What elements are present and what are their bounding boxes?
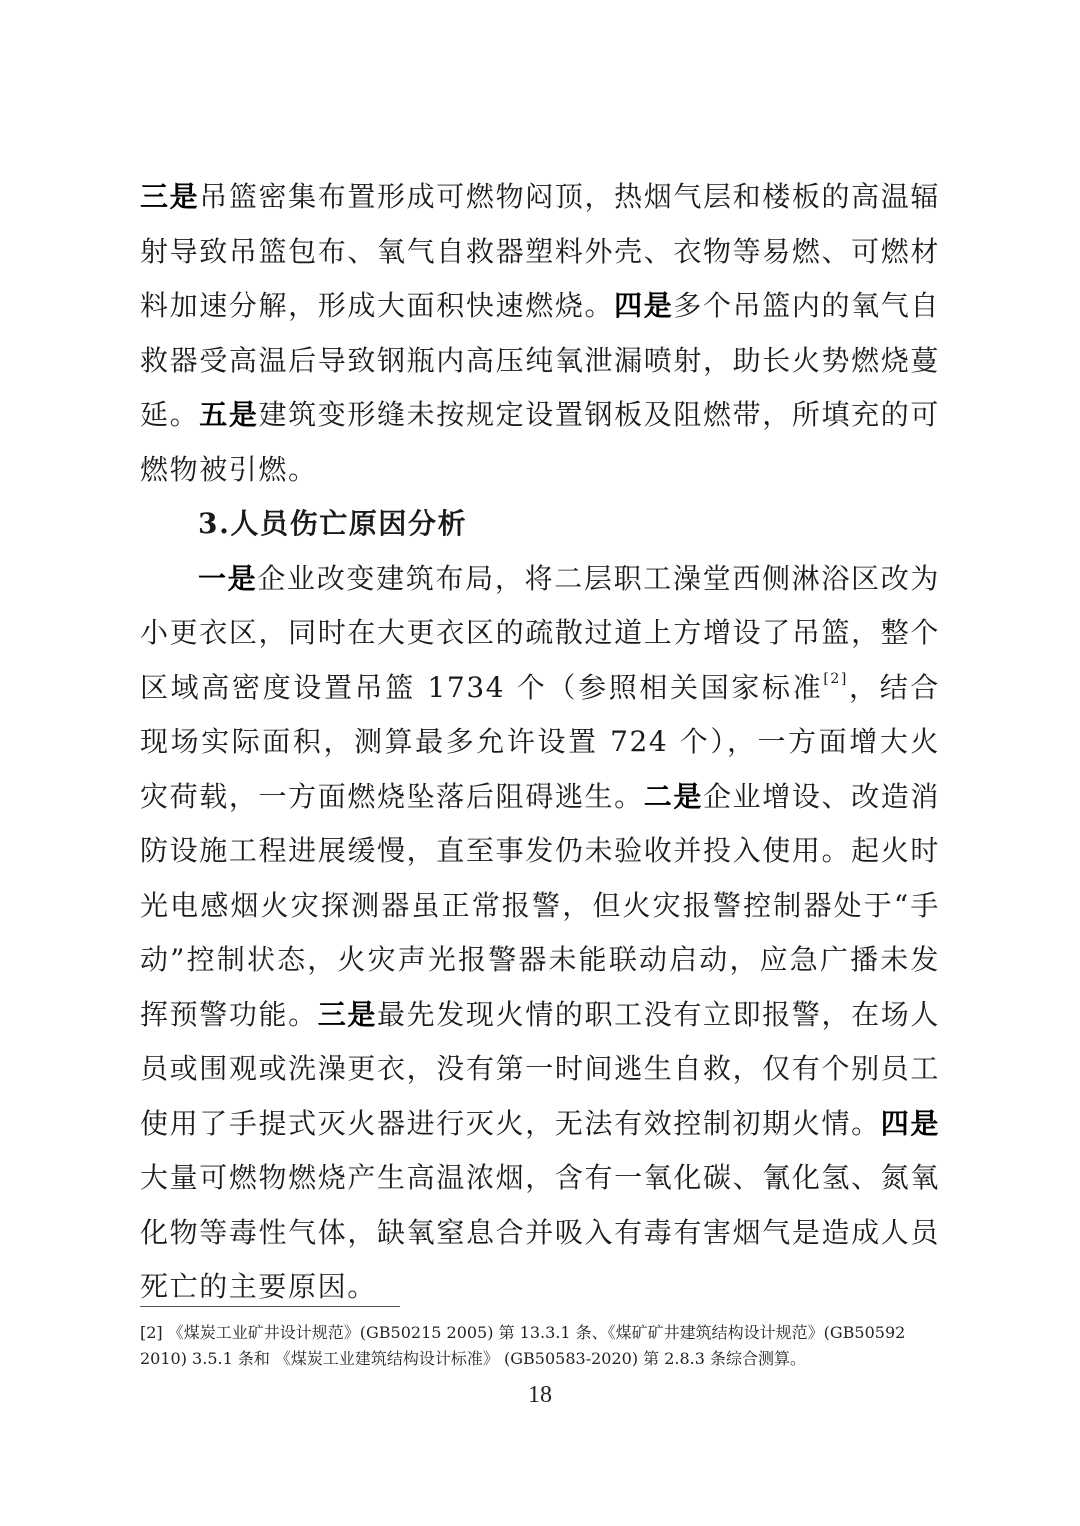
lead-si-shi: 四是 bbox=[880, 1106, 940, 1140]
lead-san-shi: 三是 bbox=[317, 997, 378, 1031]
lead-wu-shi: 五是 bbox=[199, 398, 259, 431]
footnote-reference[interactable]: [2] bbox=[823, 670, 848, 687]
paragraph-text: 企业改变建筑布局，将二层职工澡堂西侧淋浴区改为小更衣区，同时在大更衣区的疏散过道上方增设了吊篮，整个区域高密度设置吊篮 1734 个（参照相关国家标准 bbox=[140, 561, 940, 704]
paragraph-fire-causes bbox=[140, 170, 940, 497]
paragraph-text: 吊篮密集布置形成可燃物闷顶，热烟气层和楼板的高温辐射导致吊篮包布、氧气自救器塑料外壳、衣物等易燃、可燃材料加速分解，形成大面积快速燃烧。 bbox=[140, 180, 940, 322]
lead-yi-shi: 一是 bbox=[198, 561, 258, 595]
footnote-divider bbox=[140, 1306, 400, 1307]
body-text bbox=[140, 170, 940, 1315]
paragraph-text: 大量可燃物燃烧产生高温浓烟，含有一氧化碳、氰化氢、氮氧化物等毒性气体，缺氧窒息合并吸入有毒有害烟气是造成人员死亡的主要原因。 bbox=[140, 1161, 940, 1303]
paragraph-text: 建筑变形缝未按规定设置钢板及阻燃带，所填充的可燃物被引燃。 bbox=[140, 398, 940, 486]
lead-si-shi: 四是 bbox=[614, 289, 674, 322]
section-heading: 3.人员伤亡原因分析 bbox=[198, 507, 468, 540]
paragraph-casualty-causes bbox=[140, 552, 940, 1315]
lead-san-shi: 三是 bbox=[140, 180, 200, 213]
paragraph-text: 多个吊篮内的氧气自救器受高温后导致钢瓶内高压纯氧泄漏喷射，助长火势燃烧蔓延。 bbox=[140, 289, 941, 431]
footnote: [2] 《煤炭工业矿井设计规范》(GB50215 2005) 第 13.3.1 条、《煤矿矿井建筑结构设计规范》(GB50592 2010) 3.5.1 条和 《煤炭工业建筑结构设计标准》 (GB50583-2020) 第 2.8.3 条综合测算。 bbox=[140, 1323, 906, 1368]
paragraph-text: 最先发现火情的职工没有立即报警，在场人员或围观或洗澡更衣，没有第一时间逃生自救，仅有个别员工使用了手提式灭火器进行灭火，无法有效控制初期火情。 bbox=[140, 997, 940, 1140]
paragraph-text: 企业增设、改造消防设施工程进展缓慢，直至事发仍未验收并投入使用。起火时光电感烟火灾探测器虽正常报警，但火灾报警控制器处于“手动”控制状态，火灾声光报警器未能联动启动，应急广播未发挥预警功能。 bbox=[140, 779, 940, 1031]
page-number: 18 bbox=[528, 1382, 552, 1408]
lead-er-shi: 二是 bbox=[643, 779, 703, 813]
paragraph-text: ，结合现场实际面积，测算最多允许设置 724 个），一方面增大火灾荷载，一方面燃烧坠落后阻碍逃生。 bbox=[140, 670, 940, 813]
